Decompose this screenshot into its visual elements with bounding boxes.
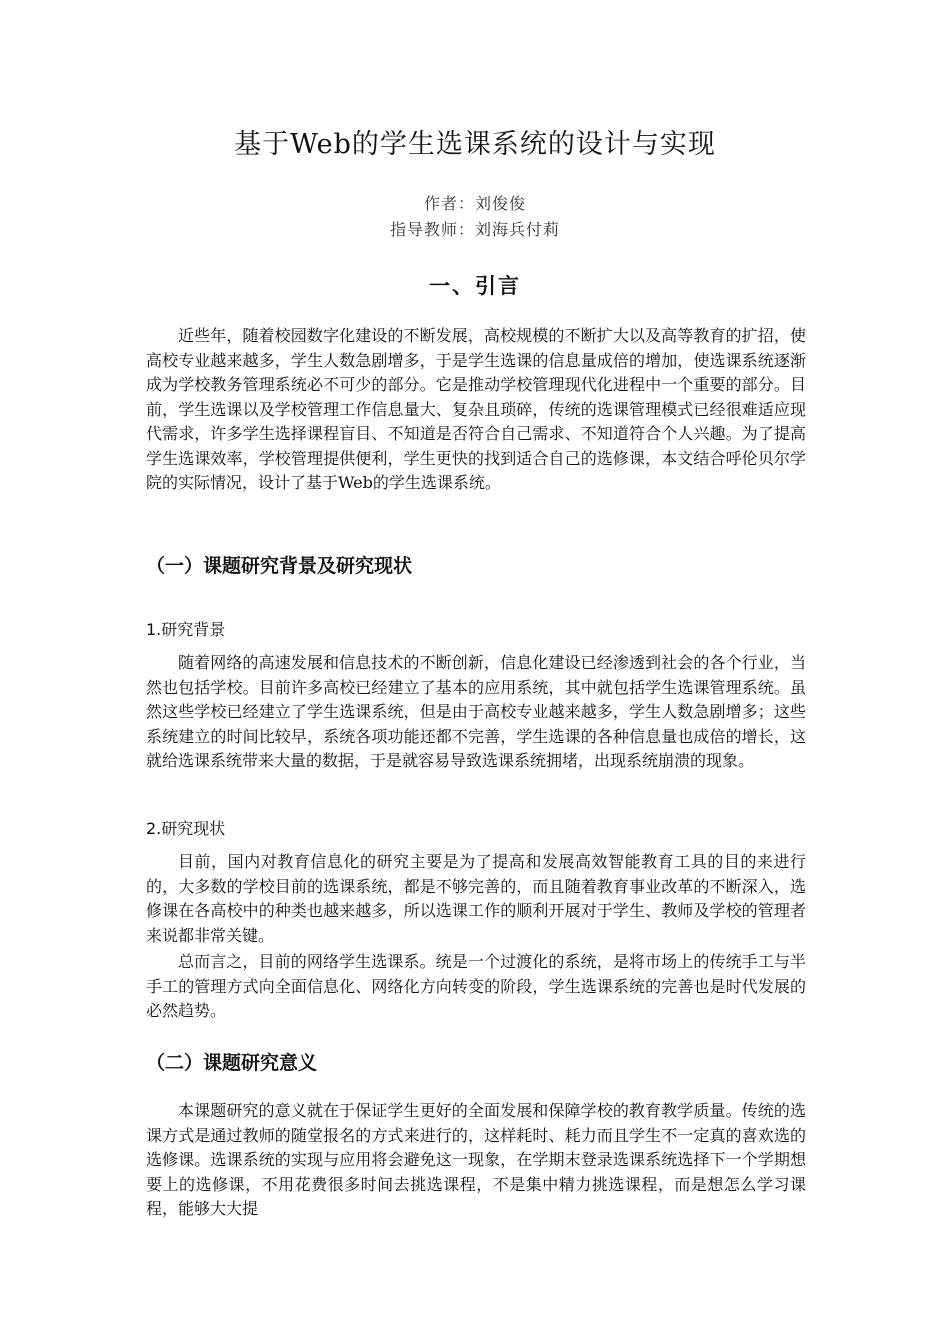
intro-paragraph: 近些年，随着校园数字化建设的不断发展，高校规模的不断扩大以及高等教育的扩招，使高校专业越来越多，学生人数急剧增多，于是学生选课的信息量成倍的增加，使选课系统逐渐成为学校教务管理系统必不可少的部分。它是推动学校管理现代化进程中一个重要的部分。目前，学生选课以及学校管理工作信息量大、复杂且琐碎，传统的选课管理模式已经很难适应现代需求，许多学生选择课程盲目、不知道是否符合自己需求、不知道符合个人兴趣。为了提高学生选课效率，学校管理提供便利，学生更快的找到适合自己的选修课，本文结合呼伦贝尔学院的实际情况，设计了基于Web的学生选课系统。 [146,326,806,492]
paper-title: 基于Web的学生选课系统的设计与实现 [234,129,716,160]
research-status-heading: 2.研究现状 [146,819,226,838]
research-status-paragraph-1: 目前，国内对教育信息化的研究主要是为了提高和发展高效智能教育工具的目的来进行的，大多数的学校目前的选课系统，都是不够完善的，而且随着教育事业改革的不断深入，选修课在各高校中的种类也越来越多，所以选课工作的顺利开展对于学生、教师及学校的管理者来说都非常关键。 [146,852,806,945]
significance-paragraph: 本课题研究的意义就在于保证学生更好的全面发展和保障学校的教育教学质量。传统的选课方式是通过教师的随堂报名的方式来进行的，这样耗时、耗力而且学生不一定真的喜欢选的选修课。选课系统的实现与应用将会避免这一现象，在学期末登录选课系统选择下一个学期想要上的选修课，不用花费很多时间去挑选课程，不是集中精力挑选课程，而是想怎么学习课程，能够大大提 [146,1101,806,1218]
author-line: 作者：刘俊俊 [423,194,526,213]
subsection-heading-significance: （二）课题研究意义 [146,1052,318,1074]
advisor-line: 指导教师：刘海兵付莉 [389,220,560,239]
subsection-heading-background: （一）课题研究背景及研究现状 [146,555,413,577]
research-background-paragraph: 随着网络的高速发展和信息技术的不断创新，信息化建设已经渗透到社会的各个行业，当然也包括学校。目前许多高校已经建立了基本的应用系统，其中就包括学生选课管理系统。虽然这些学校已经建立了学生选课系统，但是由于高校专业越来越多，学生人数急剧增多；这些系统建立的时间比较早，系统各项功能还都不完善，学生选课的各种信息量也成倍的增长，这就给选课系统带来大量的数据，于是就容易导致选课系统拥堵，出现系统崩溃的现象。 [146,653,806,770]
research-background-heading: 1.研究背景 [146,620,226,639]
section-heading-introduction: 一、引言 [429,274,521,298]
research-status-paragraph-2: 总而言之，目前的网络学生选课系。统是一个过渡化的系统，是将市场上的传统手工与半手工的管理方式向全面信息化、网络化方向转变的阶段，学生选课系统的完善也是时代发展的必然趋势。 [146,952,806,1020]
